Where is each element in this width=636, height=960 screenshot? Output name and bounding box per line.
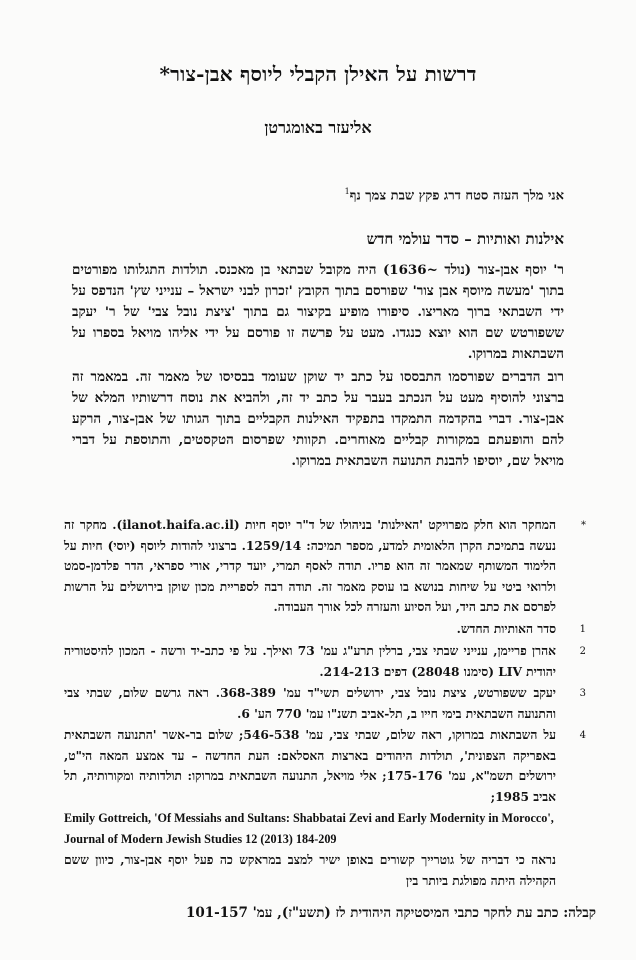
paragraph: רוב הדברים שפורסמו התבססו על כתב יד שוקן שעומד בבסיסו של מאמר זה. במאמר זה ברצוני להוסיף מעט על הנכתב בעבר על כתב יד זה, ולהביא את נוסח דרשותיו המלא של אבן-צור. דברי בהקדמה התמקדו בתפקיד האילנות הקבליים בתוך הגותו של אבן-צור, הרקע להם והופעתם במקורות קבליים מאוחרים. תקוותי שפרסום הטקסטים, והתוספת על דברי מויאל שם, יוסיפו להבנת התנועה השבתאית במרוקו. [72,369,564,469]
footnote-mark: 4 [579,730,586,741]
paragraph: ר' יוסף אבן-צור (נולד ~1636) היה מקובל שבתאי בן מאכנס. תולדות התגלותו מפורטים בתוך 'מעשה מיוסף אבן צור' שפורסם בתוך הקובץ 'זכרון לבני ישראל – ענייני שץ' הנדפס על ידי השבתאי ברוך מאריצו. סיפורו מופיע בקיצור גם בתוך 'ציצת נובל צבי' של ר' יעקב ששפורטש שם הוא יוצא כנגדו. מעט על פרשה זו פורסם על ידי אליהו מויאל בספרו על השבתאות במרוקו. [72,262,564,362]
footnote-mark: * [581,520,586,531]
section-heading: אילנות ואותיות – סדר עולמי חדש [366,230,564,248]
epigraph-footnote-mark: 1 [344,187,350,196]
footnotes [64,515,586,892]
footnote-text: אהרן פריימן, ענייני שבתי צבי, ברלין תרע"ג עמ' 73 ואילך. על פי כתב-יד ורשה - המכון להיסטוריה יהודית LIV (סימנו 28048) דפים 214-213. [64,644,556,679]
epigraph [40,187,564,203]
footnote-text: המחקר הוא חלק מפרויקט 'האילנות' בניהולו של ד"ר יוסף חיות (ilanot.haifa.ac.il). מחקר זה נעשה בתמיכת הקרן הלאומית למדע, מספר תמיכה: 1259/14. ברצוני להודות ליוסף (יוסי) חיות על הלימוד המשותף שמאמר זה הוא פריו. תודה לאסף תמרי, יועד קדרי, אורי ספראי, הדר פלדמן-סמט ולרואי ביטי על שיחות בנושא בו עוסק מאמר זה. תודה רבה לספריית מכון שוקן בירושלים על הרשות לפרסם את כתב היד, ועל הסיוע והעזרה לכל אורך העבודה. [64,518,556,614]
footnote-text: על השבתאות במרוקו, ראה שלום, שבתי צבי, עמ' 546-538; שלום בר-אשר 'התנועה השבתאית באפריקה הצפונית', תולדות היהודים בארצות האסלאם: העת החדשה – עד אמצע המאה הי"ט, ירושלים תשמ"א, עמ' 175-176; אלי מויאל, התנועה השבתאית במרוקו: תולדותיה ומקורותיה, תל אביב 1985; [64,728,557,804]
footnote-mark: 1 [579,623,586,635]
footnote-text: Emily Gottreich, 'Of Messiahs and Sultans: Shabbatai Zevi and Early Modernity in Morocco', Journal of Modern Jewish Studies 12 (2013) 184-209 [64,811,554,846]
footnote-text: יעקב ששפורטש, ציצת נובל צבי, ירושלים תשי"ד עמ' 368-389. ראה גרשם שלום, שבתי צבי והתנועה השבתאית בימי חייו ב, תל-אביב תשנ"ו עמ' 770 הע' 6. [64,686,557,721]
footnote-mark [556,850,586,891]
footnote [64,515,586,618]
footnote [64,725,586,807]
footnote-continuation [64,808,586,849]
author-name: אליעזר באומגרטן [264,118,372,137]
footnote [64,683,586,724]
footnote [64,641,586,682]
journal-footer: קבלה: כתב עת לחקר כתבי המיסטיקה היהודית לז (תשע"ז), עמ' 101-157 [185,905,596,921]
footnote-mark: 2 [579,646,586,657]
footnote-mark: 3 [579,688,586,699]
footnote-continuation [64,850,586,891]
footnote [64,619,586,641]
footnote-mark [556,808,586,849]
footnote-text: סדר האותיות החדש. [456,621,556,636]
epigraph-text: אני מלך העזה סטח דרג פקץ שבת צמך נף [349,188,564,204]
body-text [72,260,564,474]
footnote-text: נראה כי דבריה של גוטרייך קשורים באופן ישיר למצב במראקש כה פעל יוסף אבן-צור, כיוון ששם הקהילה היתה מפולגת ביותר בין [64,853,556,888]
article-title: דרשות על האילן הקבלי ליוסף אבן-צור* [159,62,477,86]
